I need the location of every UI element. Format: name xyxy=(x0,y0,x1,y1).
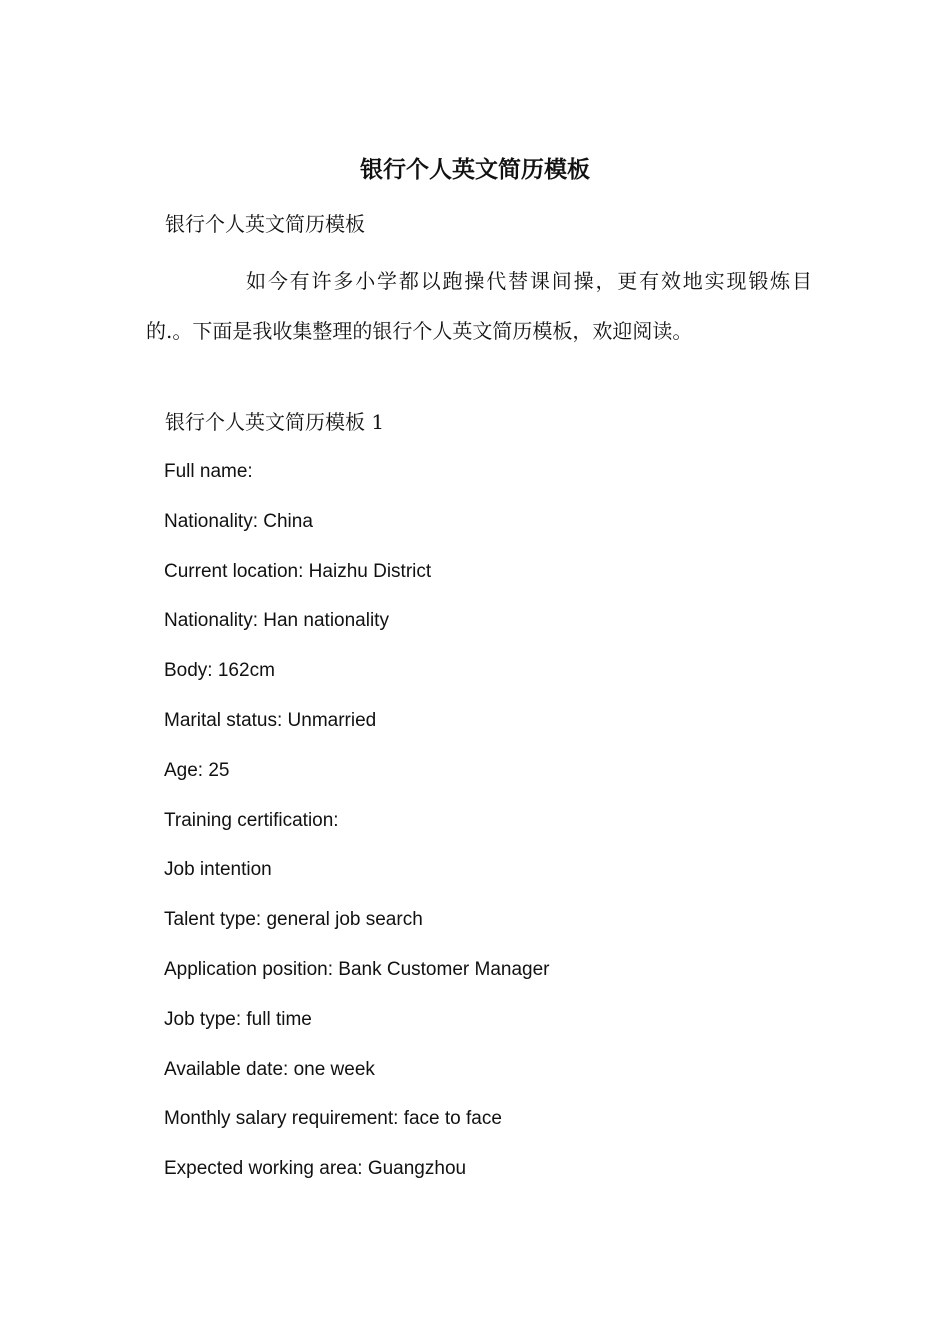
field-marital-status: Marital status: Unmarried xyxy=(164,709,377,731)
document-title: 银行个人英文简历模板 xyxy=(360,156,590,183)
field-full-name: Full name: xyxy=(164,461,253,482)
field-training-certification: Training certification: xyxy=(164,809,339,831)
document-subtitle: 银行个人英文简历模板 xyxy=(165,212,365,236)
field-application-position: Application position: Bank Customer Manager xyxy=(164,958,550,980)
field-ethnicity: Nationality: Han nationality xyxy=(164,610,389,632)
field-age: Age: 25 xyxy=(164,759,230,781)
field-monthly-salary: Monthly salary requirement: face to face xyxy=(164,1108,502,1130)
field-nationality: Nationality: China xyxy=(164,510,313,532)
resume-field-list xyxy=(164,458,549,1205)
field-available-date: Available date: one week xyxy=(164,1058,375,1080)
field-job-intention: Job intention xyxy=(164,859,272,881)
field-job-type: Job type: full time xyxy=(164,1008,312,1030)
field-current-location: Current location: Haizhu District xyxy=(164,560,432,582)
field-expected-working-area: Expected working area: Guangzhou xyxy=(164,1158,467,1180)
section-heading: 银行个人英文简历模板 1 xyxy=(165,410,385,434)
intro-paragraph: 如今有许多小学都以跑操代替课间操，更有效地实现锻炼目的.。下面是我收集整理的银行个人英文简历模板，欢迎阅读。 xyxy=(146,269,812,343)
field-talent-type: Talent type: general job search xyxy=(164,909,423,931)
field-body: Body: 162cm xyxy=(164,660,275,682)
